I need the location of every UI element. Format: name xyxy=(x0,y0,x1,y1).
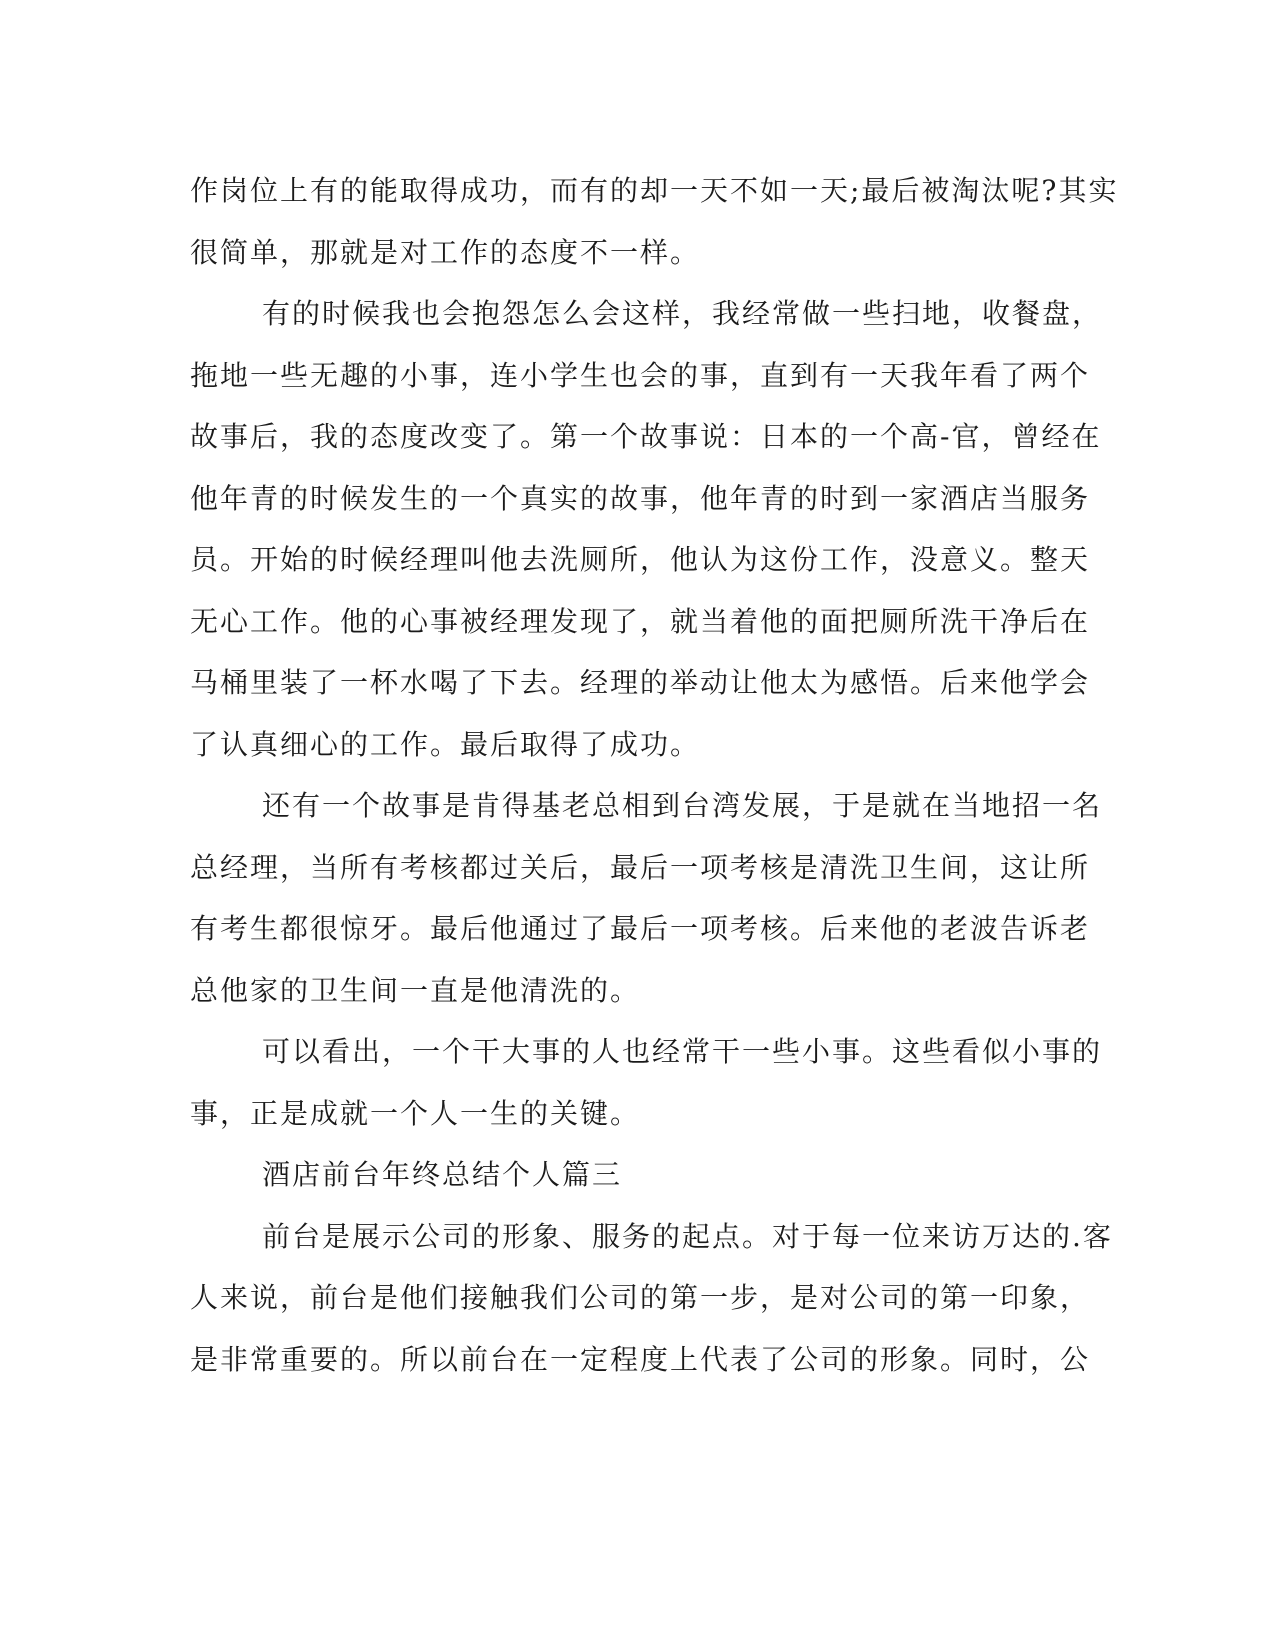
text-line: 总他家的卫生间一直是他清洗的。 xyxy=(190,973,641,1007)
text-line: 作岗位上有的能取得成功，而有的却一天不如一天;最后被淘汰呢?其实 xyxy=(190,174,1119,207)
text-line: 很简单，那就是对工作的态度不一样。 xyxy=(190,235,701,269)
text-line: 有考生都很惊牙。最后他通过了最后一项考核。后来他的老波告诉老 xyxy=(190,912,1091,945)
text-line: 人来说，前台是他们接触我们公司的第一步，是对公司的第一印象， xyxy=(190,1281,1091,1314)
section-heading: 酒店前台年终总结个人篇三 xyxy=(262,1158,623,1191)
paragraph-start: 可以看出，一个干大事的人也经常干一些小事。这些看似小事的 xyxy=(262,1035,1103,1068)
text-line: 他年青的时候发生的一个真实的故事，他年青的时到一家酒店当服务 xyxy=(190,481,1091,515)
text-line: 总经理，当所有考核都过关后，最后一项考核是清洗卫生间，这让所 xyxy=(190,850,1091,884)
paragraph-start: 前台是展示公司的形象、服务的起点。对于每一位来访万达的.客 xyxy=(262,1219,1113,1253)
text-line: 马桶里装了一杯水喝了下去。经理的举动让他太为感悟。后来他学会 xyxy=(190,666,1091,699)
text-line: 了认真细心的工作。最后取得了成功。 xyxy=(190,727,701,761)
text-line: 事，正是成就一个人一生的关键。 xyxy=(190,1096,641,1130)
paragraph-start: 有的时候我也会抱怨怎么会这样，我经常做一些扫地，收餐盘， xyxy=(262,297,1103,330)
text-line: 拖地一些无趣的小事，连小学生也会的事，直到有一天我年看了两个 xyxy=(190,358,1091,392)
paragraph-start: 还有一个故事是肯得基老总相到台湾发展，于是就在当地招一名 xyxy=(262,789,1103,822)
text-line: 员。开始的时候经理叫他去洗厕所，他认为这份工作，没意义。整天 xyxy=(190,543,1091,576)
text-line: 故事后，我的态度改变了。第一个故事说：日本的一个高-官，曾经在 xyxy=(190,420,1102,453)
text-line: 无心工作。他的心事被经理发现了，就当着他的面把厕所洗干净后在 xyxy=(190,604,1091,638)
text-line: 是非常重要的。所以前台在一定程度上代表了公司的形象。同时，公 xyxy=(190,1342,1091,1376)
document-body xyxy=(190,160,1119,1390)
